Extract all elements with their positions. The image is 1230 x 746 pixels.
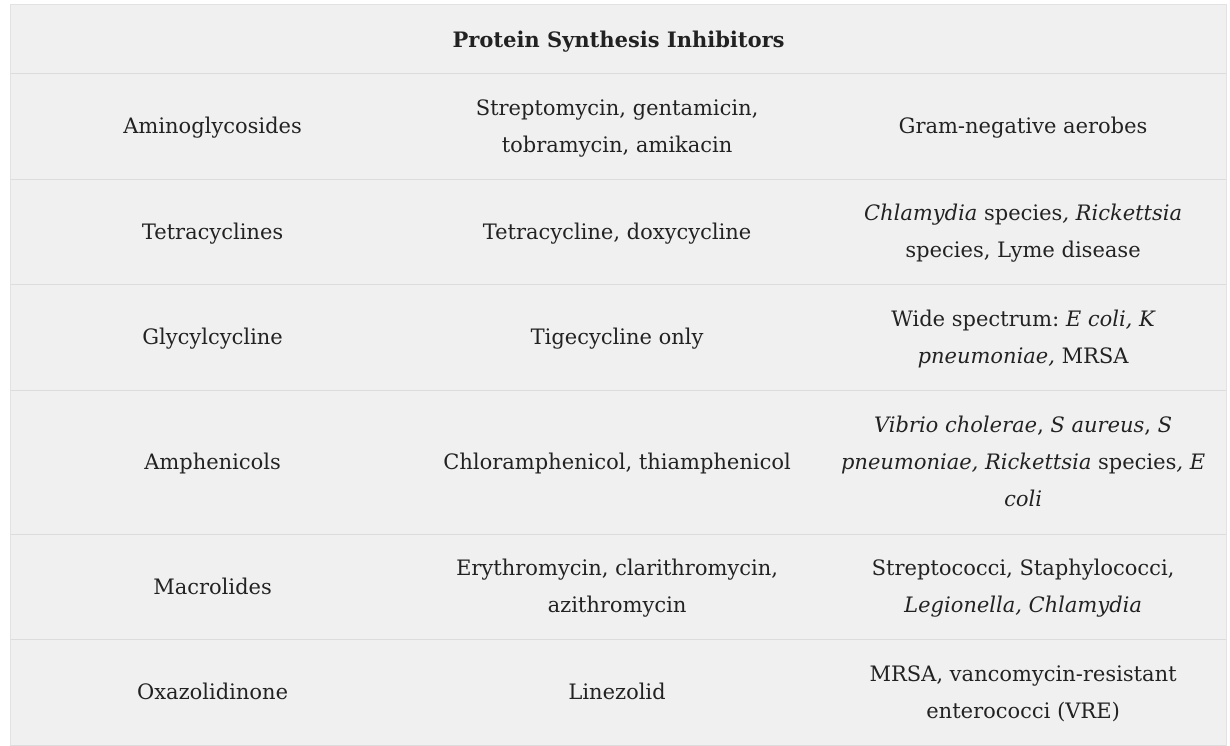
- table-row: [11, 180, 1226, 285]
- table-row: [11, 74, 1226, 180]
- coverage-text: MRSA: [1054, 343, 1129, 368]
- coverage-cell: [820, 74, 1226, 180]
- drug-class-cell: Aminoglycosides: [11, 74, 414, 180]
- coverage-text: Streptococci, Staphylococci,: [871, 556, 1175, 580]
- coverage-text: ,: [1144, 413, 1158, 437]
- protein-synthesis-inhibitors-table: [11, 5, 1226, 746]
- coverage-cell: [820, 180, 1226, 285]
- drug-class-cell: Tetracyclines: [11, 180, 414, 285]
- organism-name-text: S aureus: [1050, 413, 1145, 437]
- coverage-cell: [820, 285, 1226, 391]
- table-row: [11, 535, 1226, 640]
- coverage-text: species: [1091, 450, 1177, 474]
- table-header-row: [11, 5, 1226, 74]
- coverage-text: Gram-negative aerobes: [898, 114, 1148, 138]
- coverage-text: species: [977, 201, 1063, 225]
- table-row: [11, 285, 1226, 391]
- drug-examples-cell: Tetracycline, doxycycline: [414, 180, 820, 285]
- organism-name-text: , Rickettsia: [1062, 201, 1183, 225]
- coverage-text: species, Lyme disease: [905, 238, 1141, 262]
- coverage-text: MRSA, vancomycin-resistant enterococci (VRE): [869, 661, 1177, 723]
- organism-name-text: E coli, K pneumoniae,: [917, 306, 1155, 368]
- table-row: [11, 391, 1226, 535]
- organism-name-text: , E coli: [1004, 450, 1206, 511]
- drug-class-cell: Amphenicols: [11, 391, 414, 535]
- table-row: [11, 640, 1226, 746]
- drug-examples-cell: Erythromycin, clarithromycin, azithromycin: [414, 535, 820, 640]
- organism-name-text: Vibrio cholerae: [873, 413, 1038, 437]
- coverage-cell: [820, 640, 1226, 746]
- drug-examples-cell: Linezolid: [414, 640, 820, 746]
- coverage-cell: [820, 535, 1226, 640]
- drug-table-container: [10, 4, 1227, 746]
- organism-name-text: Legionella, Chlamydia: [904, 593, 1142, 617]
- coverage-text: Wide spectrum:: [891, 306, 1066, 331]
- drug-class-cell: Oxazolidinone: [11, 640, 414, 746]
- drug-examples-cell: Chloramphenicol, thiamphenicol: [414, 391, 820, 535]
- drug-examples-cell: Streptomycin, gentamicin, tobramycin, amikacin: [414, 74, 820, 180]
- drug-examples-cell: Tigecycline only: [414, 285, 820, 391]
- drug-class-cell: Macrolides: [11, 535, 414, 640]
- organism-name-text: S pneumoniae, Rickettsia: [840, 413, 1173, 474]
- drug-class-cell: Glycylcycline: [11, 285, 414, 391]
- coverage-cell: [820, 391, 1226, 535]
- table-title: Protein Synthesis Inhibitors: [11, 5, 1226, 74]
- organism-name-text: Chlamydia: [864, 201, 978, 225]
- coverage-text: ,: [1037, 413, 1051, 437]
